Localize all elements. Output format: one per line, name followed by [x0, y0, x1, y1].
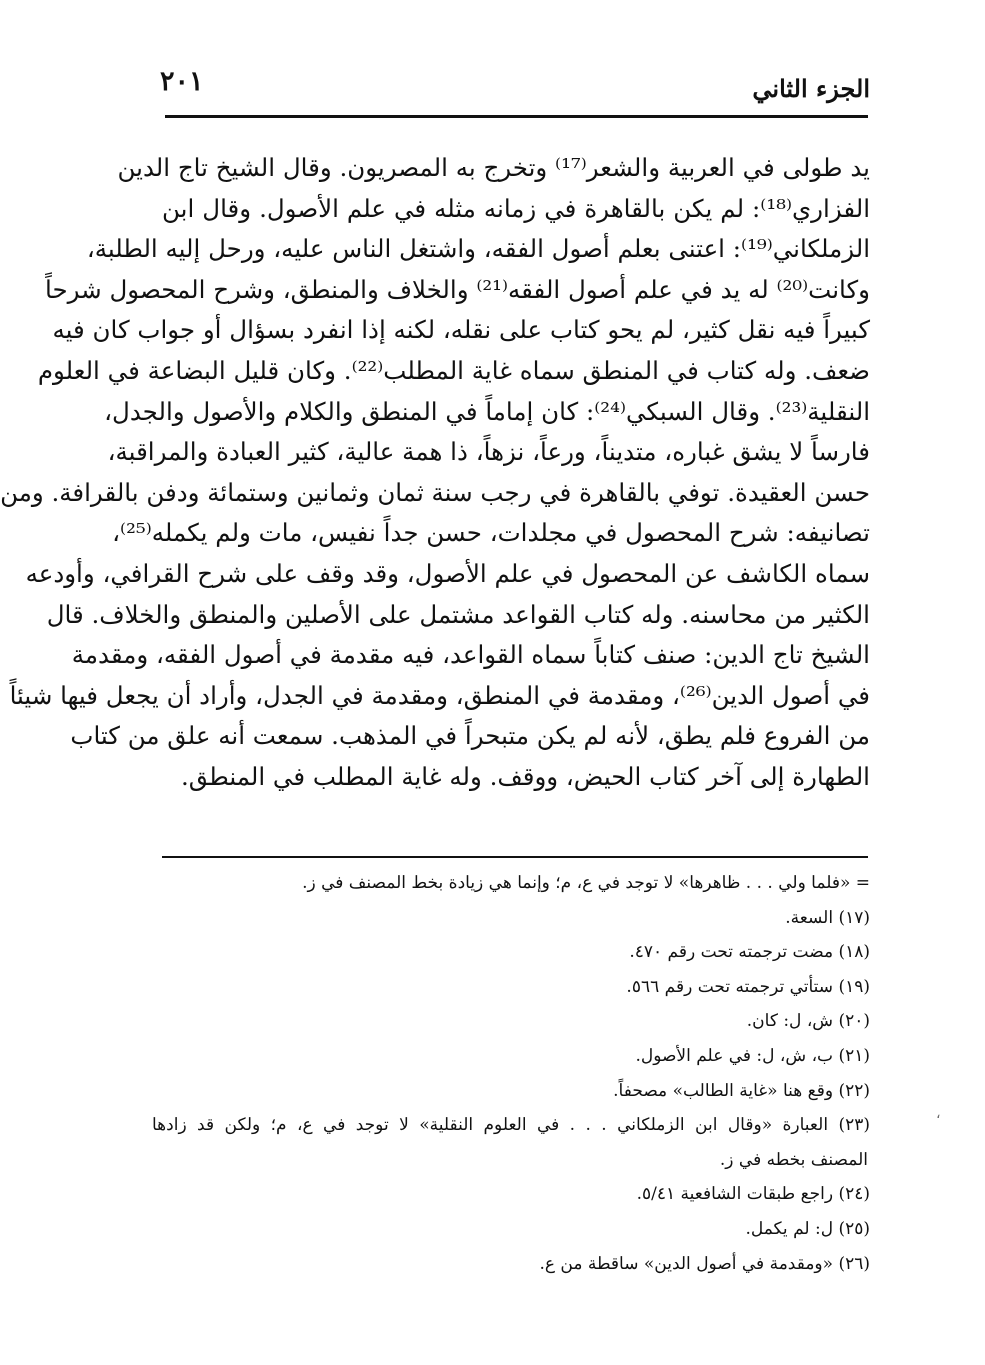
footnote-24: (٢٤) راجع طبقات الشافعية ٥/٤١. [636, 1184, 870, 1205]
text-line: الشيخ تاج الدين: صنف كتاباً سماه القواعد، فيه مقدمة في أصول الفقه، ومقدمة [71, 640, 870, 670]
text-line: النقلية⁽²³⁾. وقال السبكي⁽²⁴⁾: كان إماماً في المنطق والكلام والأصول والجدل، [104, 396, 870, 426]
footnote-rule [162, 856, 868, 858]
footnote-19: (١٩) ستأتي ترجمته تحت رقم ٥٦٦. [626, 976, 870, 997]
text-line: وكانت⁽²⁰⁾ له يد في علم أصول الفقه⁽²¹⁾ والخلاف والمنطق، وشرح المحصول شرحاً [45, 274, 870, 304]
footnote-18: (١٨) مضت ترجمته تحت رقم ٤٧٠. [629, 942, 870, 963]
footnote-21: (٢١) ب، ش، ل: في علم الأصول. [635, 1045, 870, 1066]
running-head [160, 64, 870, 108]
header-rule [165, 115, 868, 118]
margin-mark: ، [936, 1106, 941, 1122]
footnote-23-continuation: المصنف بخطه في ز. [719, 1149, 868, 1170]
text-line: الفزاري⁽¹⁸⁾: لم يكن بالقاهرة في زمانه مثله في علم الأصول. وقال ابن [162, 193, 870, 223]
text-line: سماه الكاشف عن المحصول في علم الأصول، وقد وقف على شرح القرافي، وأودعه [25, 558, 870, 588]
text-line: الطهارة إلى آخر كتاب الحيض، ووقف. وله غاية المطلب في المنطق. [181, 761, 870, 791]
footnotes [152, 866, 870, 1281]
text-line: يد طولى في العربية والشعر⁽¹⁷⁾ وتخرج به المصريون. وقال الشيخ تاج الدين [117, 153, 870, 182]
text-line: الزملكاني⁽¹⁹⁾: اعتنى بعلم أصول الفقه، واشتغل الناس عليه، ورحل إليه الطلبة، [86, 234, 870, 264]
text-line: فارساً لا يشق غباره، متديناً، ورعاً، نزهاً، ذا همة عالية، كثير العبادة والمراقبة، [107, 437, 870, 467]
text-line: الكثير من محاسنه. وله كتاب القواعد مشتمل على الأصلين والمنطق والخلاف. قال [46, 599, 870, 629]
footnote-22: (٢٢) وقع هنا «غاية الطالب» مصحفاً. [613, 1080, 870, 1101]
text-line: ضعف. وله كتاب في المنطق سماه غاية المطلب⁽²²⁾. وكان قليل البضاعة في العلوم [37, 355, 870, 385]
footnote-23: (٢٣) العبارة «وقال ابن الزملكاني . . . في العلوم النقلية» لا توجد في ع، م؛ ولكن قد زادها [152, 1115, 870, 1136]
footnote-26: (٢٦) «ومقدمة في أصول الدين» ساقطة من ع. [539, 1253, 870, 1274]
footnote-continuation: = «فلما ولي . . . ظاهرها» لا توجد في ع، م؛ وإنما هي زيادة بخط المصنف في ز. [302, 873, 870, 893]
text-line: تصانيفه: شرح المحصول في مجلدات، حسن جداً نفيس، مات ولم يكمله⁽²⁵⁾، [112, 518, 870, 548]
text-line: من الفروع فلم يطق، لأنه لم يكن متبحراً في المذهب. سمعت أنه علق من كتاب [70, 721, 870, 751]
footnote-20: (٢٠) ش، ل: كان. [746, 1011, 870, 1032]
main-text [0, 148, 870, 798]
footnote-17: (١٧) السعة. [785, 907, 870, 928]
footnote-25: (٢٥) ل: لم يكمل. [745, 1218, 870, 1239]
text-line: كبيراً فيه نقل كثير، لم يحو كتاب على نقله، لكنه إذا انفرد بسؤال أو جواب كان فيه [52, 315, 870, 345]
text-line: حسن العقيدة. توفي بالقاهرة في رجب سنة ثمان وثمانين وستمائة ودفن بالقرافة. ومن [0, 477, 870, 507]
text-line: في أصول الدين⁽²⁶⁾، ومقدمة في المنطق، ومقدمة في الجدل، وأراد أن يجعل فيها شيئاً [9, 680, 870, 710]
page-number: ٢٠١ [160, 66, 204, 97]
running-head-title: الجزء الثاني [752, 74, 870, 103]
